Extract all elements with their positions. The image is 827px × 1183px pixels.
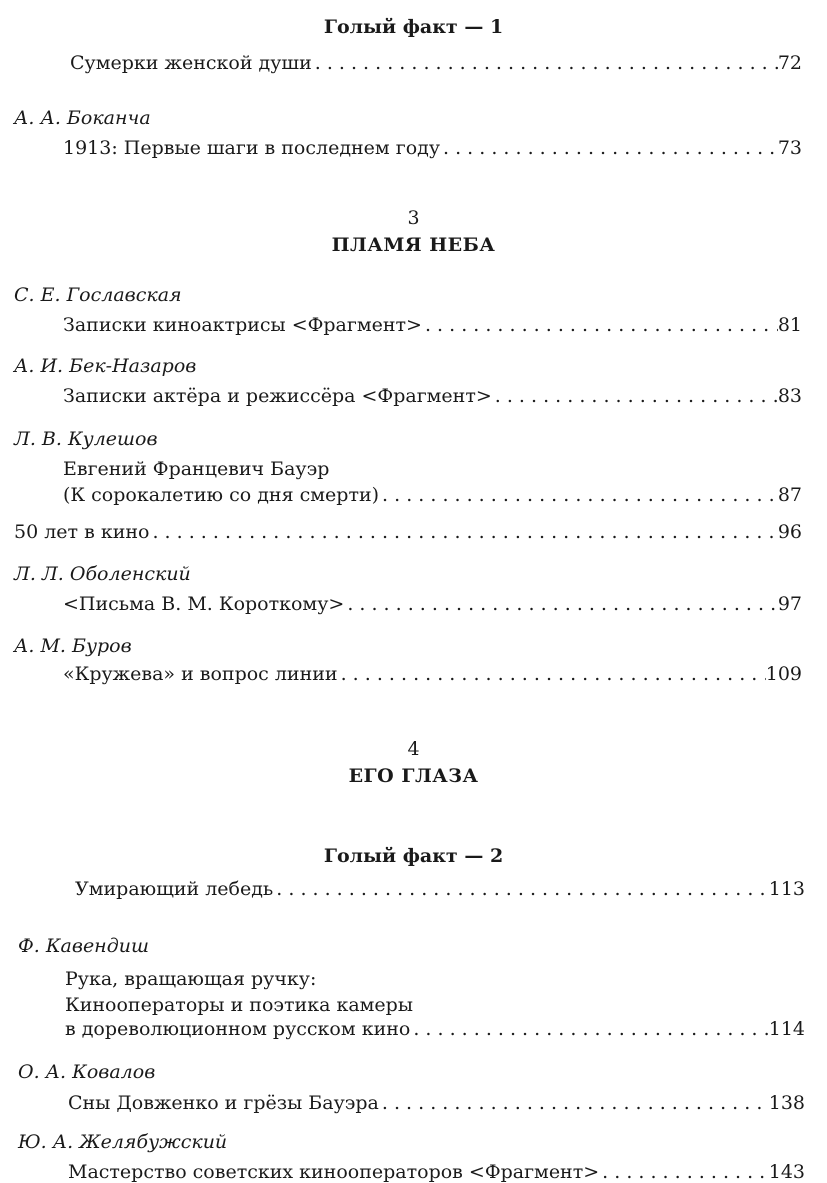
page-number: 109 [765, 663, 802, 685]
entry-title: Записки актёра и режиссёра <Фрагмент> [63, 385, 492, 407]
entry-title: 50 лет в кино [14, 521, 150, 543]
entry-title: «Кружева» и вопрос линии [63, 663, 338, 685]
entry-title: Записки киноактрисы <Фрагмент> [63, 314, 422, 336]
leader-dots [599, 1161, 769, 1183]
leader-dots [440, 137, 778, 159]
toc-entry [63, 314, 802, 336]
page-number: 81 [777, 314, 802, 336]
entry-title-line: Рука, вращающая ручку: [65, 968, 317, 990]
page-number: 114 [768, 1018, 805, 1040]
leader-dots [338, 663, 766, 685]
toc-entry [63, 593, 802, 615]
author-name: А. И. Бек-Назаров [14, 355, 197, 377]
page-number: 143 [768, 1161, 805, 1183]
leader-dots [273, 878, 768, 900]
toc-entry [63, 137, 802, 159]
toc-entry [14, 521, 802, 543]
entry-title: в дореволюционном русском кино [65, 1018, 411, 1040]
entry-title: Умирающий лебедь [75, 878, 274, 900]
leader-dots [149, 521, 777, 543]
page-number: 72 [777, 52, 802, 74]
leader-dots [379, 484, 778, 506]
author-name: А. А. Боканча [14, 107, 151, 129]
section-title: ЕГО ГЛАЗА [348, 765, 479, 787]
page-number: 96 [777, 521, 802, 543]
leader-dots [410, 1018, 768, 1040]
toc-entry [63, 663, 802, 685]
subsection-heading-fact-1: Голый факт — 1 [323, 16, 504, 38]
leader-dots [344, 593, 778, 615]
page-number: 97 [777, 593, 802, 615]
entry-title: Мастерство советских кинооператоров <Фрагмент> [68, 1161, 600, 1183]
page-number: 138 [768, 1092, 805, 1114]
entry-title-line: Евгений Францевич Бауэр [63, 458, 330, 480]
leader-dots [312, 52, 778, 74]
entry-title-line: Кинооператоры и поэтика камеры [65, 994, 413, 1016]
entry-title: Сумерки женской души [70, 52, 312, 74]
entry-title: <Письма В. М. Короткому> [63, 593, 345, 615]
leader-dots [379, 1092, 769, 1114]
toc-entry [63, 484, 802, 506]
entry-title: Сны Довженко и грёзы Бауэра [68, 1092, 379, 1114]
toc-entry [75, 878, 805, 900]
author-name: С. Е. Гославская [14, 284, 182, 306]
page-number: 87 [777, 484, 802, 506]
leader-dots [492, 385, 778, 407]
section-number: 4 [407, 738, 420, 760]
author-name: Л. Л. Оболенский [14, 563, 191, 585]
page-number: 83 [777, 385, 802, 407]
section-title: ПЛАМЯ НЕБА [331, 234, 496, 256]
author-name: Ю. А. Желябужский [18, 1131, 228, 1153]
toc-entry [68, 1161, 805, 1183]
author-name: Ф. Кавендиш [18, 935, 149, 957]
toc-entry [68, 1092, 805, 1114]
toc-entry [65, 1018, 805, 1040]
subsection-heading-fact-2: Голый факт — 2 [323, 845, 504, 867]
author-name: О. А. Ковалов [18, 1061, 156, 1083]
author-name: Л. В. Кулешов [14, 428, 158, 450]
entry-title: 1913: Первые шаги в последнем году [63, 137, 441, 159]
toc-entry [70, 52, 802, 74]
entry-title: (К сорокалетию со дня смерти) [63, 484, 380, 506]
section-number: 3 [407, 207, 420, 229]
author-name: А. М. Буров [14, 635, 132, 657]
page-number: 73 [777, 137, 802, 159]
page-number: 113 [768, 878, 805, 900]
toc-entry [63, 385, 802, 407]
leader-dots [422, 314, 778, 336]
